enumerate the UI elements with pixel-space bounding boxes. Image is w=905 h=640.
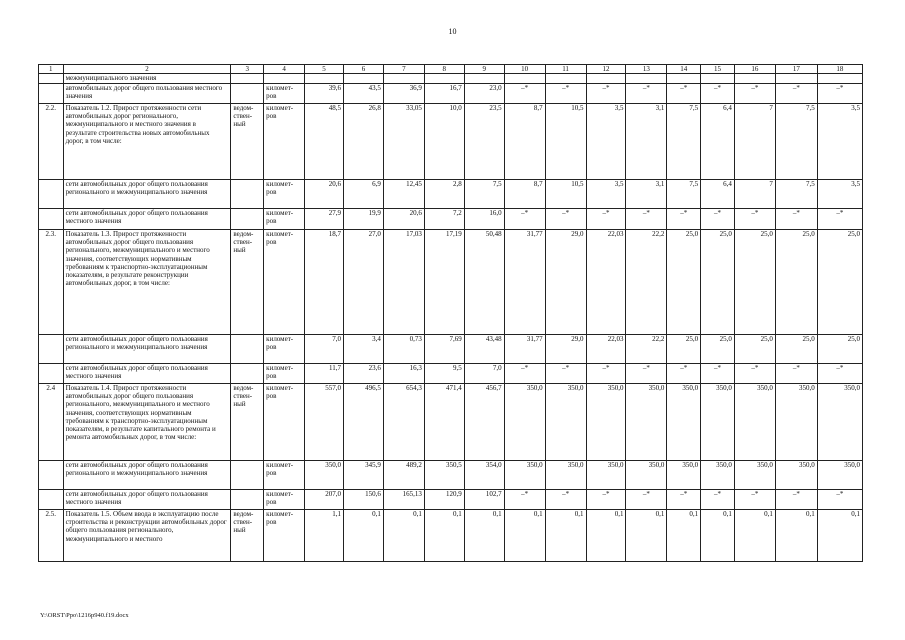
value-cell: 22,2 <box>626 230 667 335</box>
value-cell: 0,1 <box>734 510 775 562</box>
indicator-name-cell: автомобильных дорог общего пользования местного значения <box>63 84 231 104</box>
table-row <box>39 180 863 209</box>
value-cell: 350,0 <box>626 384 667 461</box>
value-cell <box>734 74 775 84</box>
value-cell: 7 <box>734 104 775 180</box>
value-cell: 3,5 <box>586 180 626 209</box>
data-source-cell <box>231 364 264 384</box>
row-number-cell <box>39 209 64 230</box>
table-row <box>39 461 863 490</box>
value-cell: 0,1 <box>586 510 626 562</box>
table-row <box>39 74 863 84</box>
value-cell: 36,9 <box>383 84 424 104</box>
data-source-cell <box>231 490 264 510</box>
col-header: 11 <box>545 65 586 74</box>
value-cell: 26,8 <box>344 104 384 180</box>
value-cell: 31,77 <box>504 230 545 335</box>
value-cell: 0,1 <box>344 510 384 562</box>
value-cell: 8,7 <box>504 104 545 180</box>
unit-cell: километ-ров <box>264 461 305 490</box>
value-cell: 31,77 <box>504 335 545 364</box>
value-cell <box>383 74 424 84</box>
value-cell: 0,1 <box>383 510 424 562</box>
table-row <box>39 335 863 364</box>
value-cell: 557,0 <box>305 384 344 461</box>
value-cell: –* <box>701 209 735 230</box>
value-cell: 22,2 <box>626 335 667 364</box>
value-cell: –* <box>545 364 586 384</box>
value-cell: –* <box>545 84 586 104</box>
value-cell: 7,5 <box>775 180 817 209</box>
value-cell: 350,5 <box>424 461 464 490</box>
value-cell <box>504 74 545 84</box>
data-source-cell <box>231 209 264 230</box>
value-cell: –* <box>504 364 545 384</box>
value-cell: 102,7 <box>464 490 504 510</box>
row-number-cell <box>39 364 64 384</box>
value-cell: –* <box>734 490 775 510</box>
value-cell: 23,5 <box>464 104 504 180</box>
value-cell: –* <box>667 364 701 384</box>
value-cell: –* <box>504 84 545 104</box>
value-cell: 48,5 <box>305 104 344 180</box>
row-number-cell <box>39 461 64 490</box>
value-cell: 654,3 <box>383 384 424 461</box>
data-source-cell: ведом-ствен-ный <box>231 384 264 461</box>
table-row <box>39 490 863 510</box>
value-cell: –* <box>586 490 626 510</box>
value-cell: 207,0 <box>305 490 344 510</box>
indicator-name-cell: Показатель 1.4. Прирост протяженности автомобильных дорог общего пользования регионального, межмуниципального и местного значения, соответствующих нормативным требованиям к транспортно-эксплуатационным показателям, в результате капитального ремонта и ремонта автомобильных дорог, в том числе: <box>63 384 231 461</box>
value-cell <box>344 74 384 84</box>
value-cell: 350,0 <box>734 461 775 490</box>
row-number-cell: 2.2. <box>39 104 64 180</box>
value-cell: –* <box>701 364 735 384</box>
value-cell: 6,4 <box>701 180 735 209</box>
data-source-cell: ведом-ствен-ный <box>231 230 264 335</box>
value-cell: 7,69 <box>424 335 464 364</box>
value-cell <box>545 74 586 84</box>
value-cell: –* <box>817 364 862 384</box>
value-cell: 29,0 <box>545 335 586 364</box>
row-number-cell <box>39 490 64 510</box>
data-source-cell <box>231 335 264 364</box>
col-header: 8 <box>424 65 464 74</box>
value-cell: 7,0 <box>464 364 504 384</box>
value-cell: 456,7 <box>464 384 504 461</box>
value-cell: –* <box>775 209 817 230</box>
unit-cell: километ-ров <box>264 230 305 335</box>
unit-cell <box>264 74 305 84</box>
value-cell: 7,5 <box>464 180 504 209</box>
value-cell <box>701 74 735 84</box>
col-header: 4 <box>264 65 305 74</box>
table-header-row <box>39 65 863 74</box>
unit-cell: километ-ров <box>264 104 305 180</box>
value-cell: 350,0 <box>817 461 862 490</box>
value-cell: 11,7 <box>305 364 344 384</box>
table-row <box>39 84 863 104</box>
value-cell: –* <box>626 84 667 104</box>
indicator-name-cell: сети автомобильных дорог общего пользования местного значения <box>63 209 231 230</box>
unit-cell: километ-ров <box>264 209 305 230</box>
col-header: 16 <box>734 65 775 74</box>
value-cell: 3,5 <box>817 180 862 209</box>
col-header: 1 <box>39 65 64 74</box>
value-cell <box>464 74 504 84</box>
value-cell: –* <box>504 209 545 230</box>
value-cell: 7,5 <box>667 104 701 180</box>
col-header: 12 <box>586 65 626 74</box>
value-cell: 27,0 <box>344 230 384 335</box>
value-cell: 7,0 <box>305 335 344 364</box>
row-number-cell <box>39 180 64 209</box>
indicator-name-cell: межмуниципального значения <box>63 74 231 84</box>
indicator-name-cell: сети автомобильных дорог общего пользования регионального и межмуниципального значения <box>63 180 231 209</box>
value-cell: –* <box>701 490 735 510</box>
value-cell: 350,0 <box>626 461 667 490</box>
value-cell: 25,0 <box>701 230 735 335</box>
value-cell: 165,13 <box>383 490 424 510</box>
value-cell: –* <box>586 364 626 384</box>
value-cell: 50,48 <box>464 230 504 335</box>
value-cell: 25,0 <box>817 335 862 364</box>
col-header: 10 <box>504 65 545 74</box>
value-cell: 3,1 <box>626 104 667 180</box>
value-cell: 0,1 <box>775 510 817 562</box>
value-cell: –* <box>545 490 586 510</box>
value-cell: 350,0 <box>545 461 586 490</box>
value-cell: –* <box>775 364 817 384</box>
value-cell: 0,1 <box>817 510 862 562</box>
value-cell: –* <box>701 84 735 104</box>
col-header: 13 <box>626 65 667 74</box>
table-row <box>39 364 863 384</box>
row-number-cell <box>39 74 64 84</box>
value-cell: 354,0 <box>464 461 504 490</box>
value-cell: 350,0 <box>667 461 701 490</box>
value-cell: 20,6 <box>305 180 344 209</box>
value-cell: 0,1 <box>424 510 464 562</box>
col-header: 3 <box>231 65 264 74</box>
value-cell: 23,0 <box>464 84 504 104</box>
value-cell: 29,0 <box>545 230 586 335</box>
value-cell: 6,4 <box>701 104 735 180</box>
indicator-name-cell: сети автомобильных дорог общего пользования регионального и межмуниципального значения <box>63 461 231 490</box>
value-cell: 7 <box>734 180 775 209</box>
indicator-name-cell: Показатель 1.3. Прирост протяженности автомобильных дорог общего пользования регионального, межмуниципального и местного значения, соответствующих нормативным требованиям к транспортно-эксплуатационным показателям, в результате реконструкции автомобильных дорог, в том числе: <box>63 230 231 335</box>
value-cell: 16,0 <box>464 209 504 230</box>
indicator-name-cell: сети автомобильных дорог общего пользования регионального и межмуниципального значения <box>63 335 231 364</box>
value-cell: 25,0 <box>775 230 817 335</box>
value-cell: 350,0 <box>775 384 817 461</box>
value-cell: 0,1 <box>667 510 701 562</box>
value-cell: 10,5 <box>545 104 586 180</box>
col-header: 17 <box>775 65 817 74</box>
data-source-cell: ведом-ствен-ный <box>231 510 264 562</box>
value-cell: 0,1 <box>626 510 667 562</box>
table-row <box>39 209 863 230</box>
value-cell: 27,9 <box>305 209 344 230</box>
indicator-name-cell: сети автомобильных дорог общего пользования местного значения <box>63 490 231 510</box>
unit-cell: километ-ров <box>264 490 305 510</box>
value-cell: –* <box>504 490 545 510</box>
value-cell: 150,6 <box>344 490 384 510</box>
value-cell: 350,0 <box>504 384 545 461</box>
value-cell: 25,0 <box>734 230 775 335</box>
row-number-cell <box>39 84 64 104</box>
value-cell <box>305 74 344 84</box>
data-source-cell: ведом-ствен-ный <box>231 104 264 180</box>
value-cell: 17,19 <box>424 230 464 335</box>
value-cell: 43,48 <box>464 335 504 364</box>
table-row <box>39 230 863 335</box>
value-cell: –* <box>817 84 862 104</box>
value-cell: 9,5 <box>424 364 464 384</box>
table-row <box>39 104 863 180</box>
value-cell: 6,9 <box>344 180 384 209</box>
value-cell: 16,7 <box>424 84 464 104</box>
value-cell: –* <box>817 209 862 230</box>
value-cell: 350,0 <box>667 384 701 461</box>
value-cell: 0,1 <box>545 510 586 562</box>
value-cell: 350,0 <box>817 384 862 461</box>
value-cell: 19,9 <box>344 209 384 230</box>
unit-cell: километ-ров <box>264 180 305 209</box>
value-cell: 25,0 <box>775 335 817 364</box>
value-cell: 3,5 <box>586 104 626 180</box>
value-cell: –* <box>667 84 701 104</box>
value-cell: –* <box>734 364 775 384</box>
col-header: 2 <box>63 65 231 74</box>
value-cell: 16,3 <box>383 364 424 384</box>
value-cell: 350,0 <box>586 384 626 461</box>
indicator-name-cell: сети автомобильных дорог общего пользования местного значения <box>63 364 231 384</box>
page-number: 10 <box>448 27 457 36</box>
value-cell: 3,4 <box>344 335 384 364</box>
value-cell: 7,5 <box>667 180 701 209</box>
file-path-footer: Y:\ORST\Ppo\1216p940.f19.docx <box>40 612 129 619</box>
value-cell: 350,0 <box>734 384 775 461</box>
value-cell: 0,1 <box>701 510 735 562</box>
unit-cell: километ-ров <box>264 84 305 104</box>
value-cell: 10,5 <box>545 180 586 209</box>
value-cell: –* <box>586 209 626 230</box>
value-cell: 18,7 <box>305 230 344 335</box>
row-number-cell <box>39 335 64 364</box>
value-cell: 345,9 <box>344 461 384 490</box>
value-cell: –* <box>817 490 862 510</box>
data-source-cell <box>231 84 264 104</box>
col-header: 6 <box>344 65 384 74</box>
indicators-table <box>38 64 863 562</box>
value-cell: –* <box>667 490 701 510</box>
value-cell: 471,4 <box>424 384 464 461</box>
value-cell: 22,03 <box>586 335 626 364</box>
value-cell <box>775 74 817 84</box>
value-cell: 33,05 <box>383 104 424 180</box>
value-cell: –* <box>626 209 667 230</box>
value-cell: 350,0 <box>586 461 626 490</box>
value-cell: –* <box>734 84 775 104</box>
value-cell <box>626 74 667 84</box>
unit-cell: километ-ров <box>264 510 305 562</box>
value-cell: 1,1 <box>305 510 344 562</box>
col-header: 9 <box>464 65 504 74</box>
value-cell: 25,0 <box>817 230 862 335</box>
value-cell: 25,0 <box>667 230 701 335</box>
value-cell: 12,45 <box>383 180 424 209</box>
value-cell: 2,8 <box>424 180 464 209</box>
value-cell: 7,5 <box>775 104 817 180</box>
value-cell: 8,7 <box>504 180 545 209</box>
value-cell: –* <box>775 84 817 104</box>
value-cell: 17,03 <box>383 230 424 335</box>
row-number-cell: 2.3. <box>39 230 64 335</box>
value-cell: 350,0 <box>775 461 817 490</box>
value-cell: 0,1 <box>464 510 504 562</box>
col-header: 14 <box>667 65 701 74</box>
value-cell <box>667 74 701 84</box>
value-cell: 350,0 <box>305 461 344 490</box>
data-source-cell <box>231 461 264 490</box>
col-header: 7 <box>383 65 424 74</box>
col-header: 18 <box>817 65 862 74</box>
value-cell: –* <box>667 209 701 230</box>
indicator-name-cell: Показатель 1.2. Прирост протяженности сети автомобильных дорог регионального, межмуниципального и местного значения в результате строительства новых автомобильных дорог, в том числе: <box>63 104 231 180</box>
value-cell: 3,5 <box>817 104 862 180</box>
row-number-cell: 2.4 <box>39 384 64 461</box>
table-row <box>39 510 863 562</box>
value-cell: 3,1 <box>626 180 667 209</box>
value-cell: –* <box>775 490 817 510</box>
col-header: 5 <box>305 65 344 74</box>
value-cell: 25,0 <box>701 335 735 364</box>
value-cell: 25,0 <box>667 335 701 364</box>
value-cell <box>424 74 464 84</box>
data-source-cell <box>231 74 264 84</box>
unit-cell: километ-ров <box>264 364 305 384</box>
value-cell: 120,9 <box>424 490 464 510</box>
value-cell: 22,03 <box>586 230 626 335</box>
unit-cell: километ-ров <box>264 384 305 461</box>
value-cell: 25,0 <box>734 335 775 364</box>
value-cell: 350,0 <box>701 384 735 461</box>
table-body <box>39 65 863 562</box>
value-cell: 350,0 <box>545 384 586 461</box>
value-cell: –* <box>626 490 667 510</box>
value-cell: 489,2 <box>383 461 424 490</box>
value-cell: 20,6 <box>383 209 424 230</box>
value-cell: 350,0 <box>504 461 545 490</box>
value-cell <box>817 74 862 84</box>
indicator-name-cell: Показатель 1.5. Объем ввода в эксплуатацию после строительства и реконструкции автомобильных дорог общего пользования регионального, межмуниципального и местного <box>63 510 231 562</box>
col-header: 15 <box>701 65 735 74</box>
unit-cell: километ-ров <box>264 335 305 364</box>
value-cell: –* <box>545 209 586 230</box>
row-number-cell: 2.5. <box>39 510 64 562</box>
value-cell: –* <box>734 209 775 230</box>
value-cell: –* <box>626 364 667 384</box>
value-cell: 10,0 <box>424 104 464 180</box>
value-cell: 350,0 <box>701 461 735 490</box>
value-cell: 23,6 <box>344 364 384 384</box>
value-cell: 0,73 <box>383 335 424 364</box>
value-cell <box>586 74 626 84</box>
data-source-cell <box>231 180 264 209</box>
value-cell: 7,2 <box>424 209 464 230</box>
table-row <box>39 384 863 461</box>
value-cell: –* <box>586 84 626 104</box>
value-cell: 0,1 <box>504 510 545 562</box>
value-cell: 496,5 <box>344 384 384 461</box>
value-cell: 43,5 <box>344 84 384 104</box>
value-cell: 39,6 <box>305 84 344 104</box>
